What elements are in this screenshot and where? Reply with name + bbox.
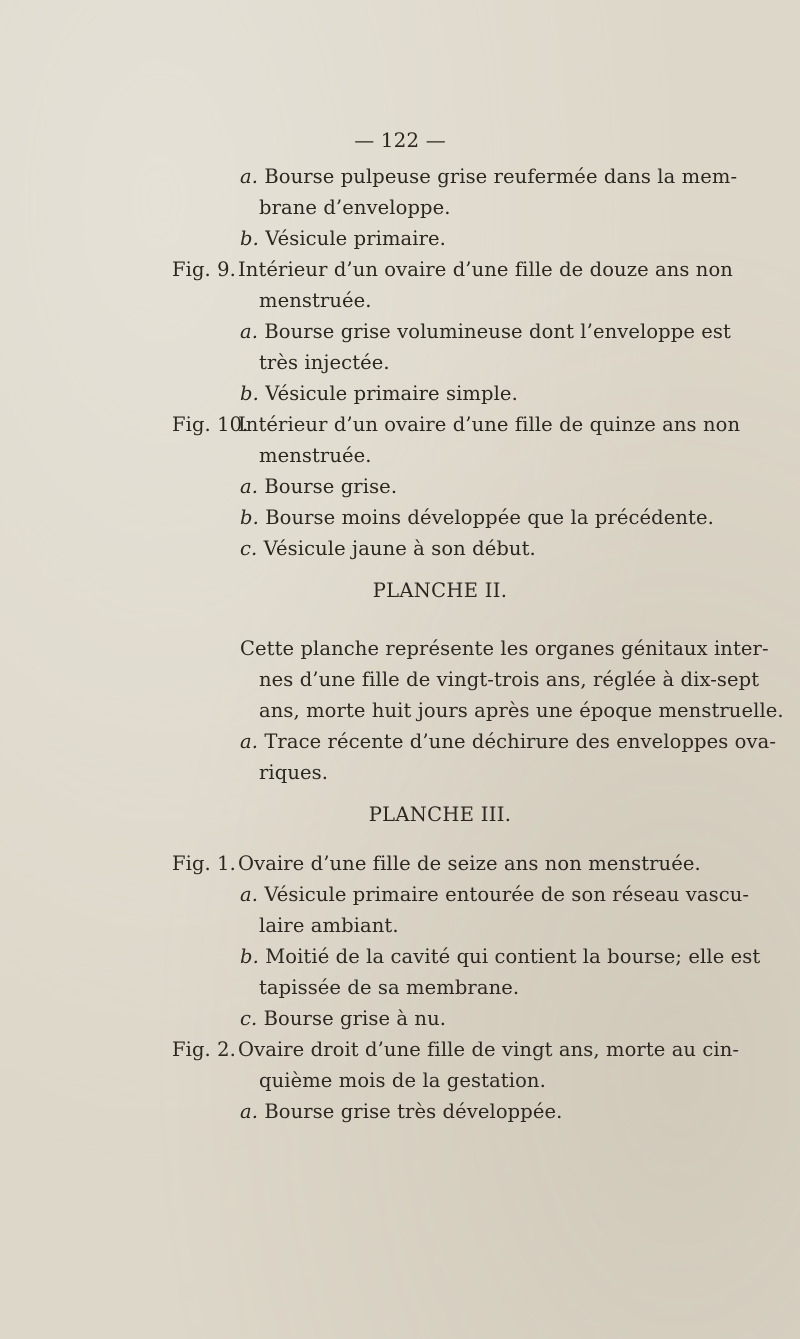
- line-text: Vésicule primaire simple.: [258, 382, 518, 405]
- text-line: [240, 475, 397, 499]
- item-label: b.: [240, 227, 259, 250]
- item-label: c.: [240, 537, 258, 560]
- figure-label: Fig. 10.: [172, 413, 249, 436]
- text-line: Cette planche représente les organes génitaux inter-: [240, 637, 769, 660]
- figure-label: Fig. 1.: [172, 852, 236, 875]
- text-line: [240, 537, 536, 561]
- line-text: Bourse pulpeuse grise reufermée dans la mem-: [258, 165, 738, 188]
- text-line: [240, 883, 749, 907]
- text-line: [240, 945, 760, 969]
- figure-line: [172, 852, 701, 876]
- text-line: [240, 227, 446, 251]
- item-label: a.: [240, 883, 259, 906]
- line-text: Vésicule primaire.: [258, 227, 446, 250]
- section-heading: PLANCHE III.: [368, 803, 512, 826]
- page-number: — 122 —: [354, 128, 446, 152]
- text-line: laire ambiant.: [259, 914, 399, 937]
- figure-line: [172, 413, 740, 437]
- item-label: b.: [240, 945, 259, 968]
- text-line: [240, 382, 518, 406]
- item-label: c.: [240, 1007, 258, 1030]
- text-line: [240, 1007, 446, 1031]
- line-text: Moitié de la cavité qui contient la bourse; elle est: [258, 945, 761, 968]
- figure-line: [172, 258, 733, 282]
- figure-label: Fig. 2.: [172, 1038, 236, 1061]
- text-line: menstruée.: [259, 444, 372, 467]
- text-line: menstruée.: [259, 289, 372, 312]
- text-line: quième mois de la gestation.: [259, 1069, 546, 1092]
- text-line: nes d’une fille de vingt-trois ans, réglée à dix-sept: [259, 668, 760, 691]
- section-heading: PLANCHE II.: [372, 579, 508, 602]
- line-text: Intérieur d’un ovaire d’une fille de douze ans non: [238, 258, 733, 281]
- line-text: Bourse grise.: [258, 475, 398, 498]
- figure-line: [172, 1038, 739, 1062]
- figure-label: Fig. 9.: [172, 258, 236, 281]
- line-text: Ovaire d’une fille de seize ans non menstruée.: [238, 852, 701, 875]
- text-line: brane d’enveloppe.: [259, 196, 451, 219]
- item-label: a.: [240, 1100, 259, 1123]
- item-label: a.: [240, 730, 259, 753]
- text-line: tapissée de sa membrane.: [259, 976, 520, 999]
- line-text: Bourse grise à nu.: [257, 1007, 447, 1030]
- text-line: très injectée.: [259, 351, 390, 374]
- line-text: Ovaire droit d’une fille de vingt ans, morte au cin-: [238, 1038, 740, 1061]
- item-label: a.: [240, 475, 259, 498]
- text-line: ans, morte huit jours après une époque menstruelle.: [259, 699, 784, 722]
- text-line: [240, 506, 714, 530]
- text-line: [240, 165, 737, 189]
- item-label: b.: [240, 506, 259, 529]
- line-text: Intérieur d’un ovaire d’une fille de quinze ans non: [238, 413, 741, 436]
- text-line: [240, 1100, 562, 1124]
- item-label: a.: [240, 320, 259, 343]
- text-line: [240, 730, 776, 754]
- item-label: b.: [240, 382, 259, 405]
- line-text: Vésicule primaire entourée de son réseau vascu-: [258, 883, 750, 906]
- line-text: Bourse grise très développée.: [258, 1100, 563, 1123]
- line-text: Vésicule jaune à son début.: [257, 537, 536, 560]
- item-label: a.: [240, 165, 259, 188]
- line-text: Trace récente d’une déchirure des enveloppes ova-: [258, 730, 777, 753]
- line-text: Bourse moins développée que la précédente.: [258, 506, 714, 529]
- text-line: riques.: [259, 761, 329, 784]
- line-text: Bourse grise volumineuse dont l’enveloppe est: [258, 320, 731, 343]
- text-line: [240, 320, 731, 344]
